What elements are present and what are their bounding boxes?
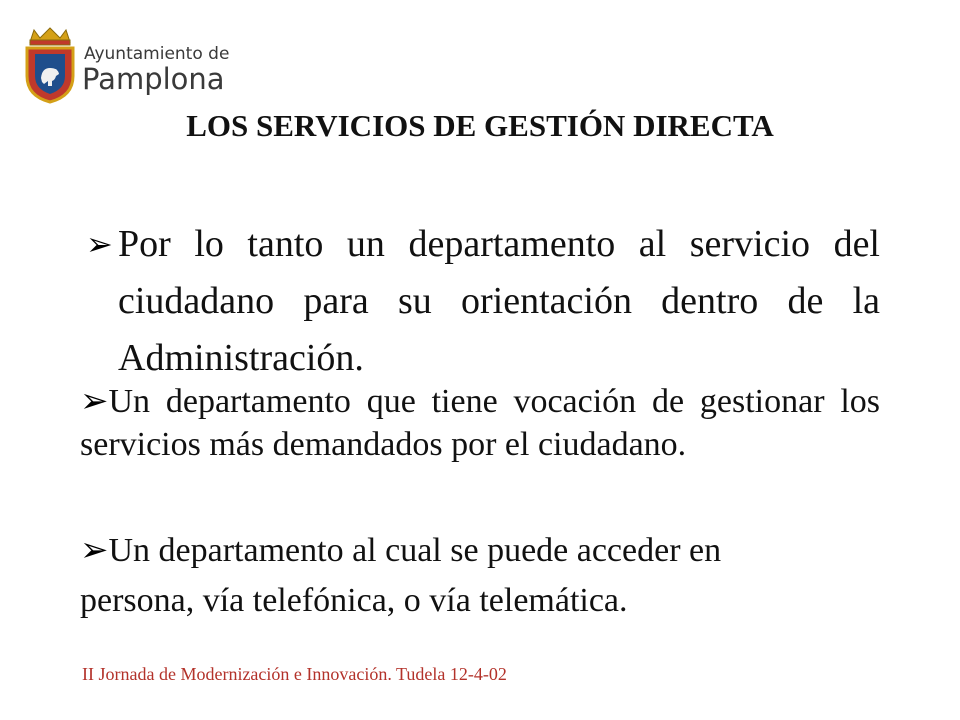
logo-text-pamplona: Pamplona: [82, 62, 225, 96]
arrow-bullet-icon: ➢: [86, 226, 113, 262]
bullet-item-3: [80, 526, 880, 626]
footer-text: II Jornada de Modernización e Innovación. Tudela 12-4-02: [82, 664, 507, 684]
page-title: LOS SERVICIOS DE GESTIÓN DIRECTA: [186, 108, 774, 143]
bullet-text-2: Un departamento que tiene vocación de gestionar los servicios más demandados por el ciudadano.: [80, 383, 880, 463]
bullet-item-2: [80, 380, 880, 466]
bullet-text-1: Por lo tanto un departamento al servicio del ciudadano para su orientación dentro de la Administración.: [118, 223, 880, 379]
logo-text-ayuntamiento: Ayuntamiento de: [84, 44, 230, 64]
bullet-item-1: [86, 216, 880, 387]
arrow-bullet-icon: ➢: [80, 383, 109, 420]
bullet-text-3-line2: persona, vía telefónica, o vía telemática.: [80, 582, 628, 619]
arrow-bullet-icon: ➢: [80, 532, 109, 569]
pamplona-logo: [22, 26, 230, 104]
bullet-text-3-line1: Un departamento al cual se puede acceder en: [108, 532, 722, 569]
coat-of-arms-icon: [22, 26, 78, 104]
